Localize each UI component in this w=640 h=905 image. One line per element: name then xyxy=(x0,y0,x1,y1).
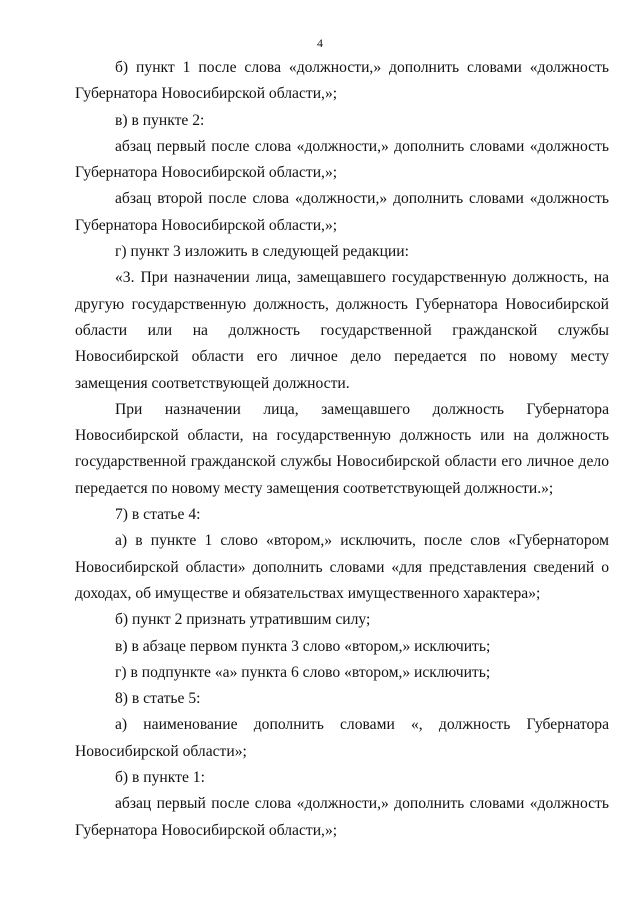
page-number: 4 xyxy=(317,36,323,50)
paragraph: б) пункт 2 признать утратившим силу; xyxy=(115,611,371,629)
paragraph: абзац первый после слова «должности,» дополнить словами «должность Губернатора Новосибирской области,»; xyxy=(75,137,609,182)
paragraph: абзац первый после слова «должности,» дополнить словами «должность Губернатора Новосибирской области,»; xyxy=(75,795,609,839)
paragraph: «3. При назначении лица, замещавшего государственную должность, на другую государственную должность, должность Губернатора Новосибирской области или на должность государственной гражданской службы Новосибирской области его личное дело передается по новому месту замещения соответствующей должности. xyxy=(75,269,609,392)
paragraph: г) в подпункте «а» пункта 6 слово «втором,» исключить; xyxy=(115,663,491,681)
paragraph: а) наименование дополнить словами «, должность Губернатора Новосибирской области»; xyxy=(75,716,609,760)
paragraph: г) пункт 3 изложить в следующей редакции: xyxy=(115,243,409,261)
paragraph: б) в пункте 1: xyxy=(115,769,205,787)
document-body xyxy=(75,55,609,844)
paragraph: в) в пункте 2: xyxy=(115,111,205,129)
paragraph: в) в абзаце первом пункта 3 слово «втором,» исключить; xyxy=(115,637,491,655)
paragraph: а) в пункте 1 слово «втором,» исключить, после слов «Губернатором Новосибирской области» дополнить словами «для представления сведений о доходах, об имуществе и обязательствах имущественного характера»; xyxy=(75,532,609,602)
paragraph: При назначении лица, замещавшего должность Губернатора Новосибирской области, на государственную должность или на должность государственной гражданской службы Новосибирской области его личное дело передается по новому месту замещения соответствующей должности.»; xyxy=(75,400,609,497)
paragraph: 7) в статье 4: xyxy=(115,506,201,524)
paragraph: б) пункт 1 после слова «должности,» дополнить словами «должность Губернатора Новосибирской области,»; xyxy=(75,59,609,103)
paragraph: 8) в статье 5: xyxy=(115,690,201,708)
paragraph: абзац второй после слова «должности,» дополнить словами «должность Губернатора Новосибирской области,»; xyxy=(75,190,609,234)
